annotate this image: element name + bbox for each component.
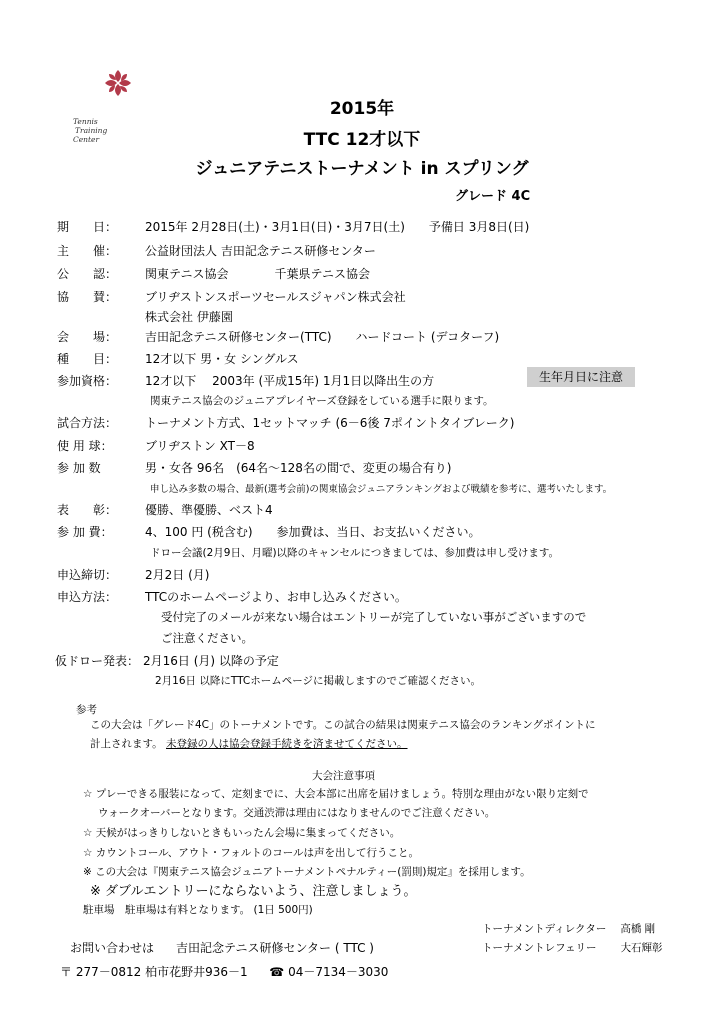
row-deadline: 申込締切： 2月2日 (月) (57, 568, 210, 582)
title-year: 2015年 (329, 99, 395, 119)
contact-line: お問い合わせは 吉田記念テニス研修センター ( TTC ) (70, 941, 374, 955)
draw-note: 2月16日 以降にTTCホームページに掲載しますのでご確認ください。 (155, 675, 482, 687)
row-dates: 期 日： 2015年 2月28日(土)・3月1日(日)・3月7日(土) 予備日 3月8日(日) (57, 220, 530, 234)
row-sponsor: 協 賛： ブリヂストンスポーツセールスジャパン株式会社 (57, 290, 406, 304)
row-entries: 参 加 数 男・女各 96名 (64名～128名の間で、変更の場合有り) (57, 461, 452, 475)
parking-info: 駐車場 駐車場は有料となります。 (1日 500円) (83, 904, 313, 916)
row-authorized: 公 認： 関東テニス協会 千葉県テニス協会 (57, 267, 371, 281)
title-tournament: ジュニアテニストーナメント in スプリング (195, 159, 529, 179)
row-eligibility: 参加資格： 12才以下 2003年 (平成15年) 1月1日以降出生の方 (57, 374, 435, 388)
phone-icon: ☎ (269, 965, 285, 979)
notice-item-1b: ウォークオーバーとなります。交通渋滞は理由にはなりませんのでご注意ください。 (98, 807, 496, 819)
reference-heading: 参考 (76, 704, 97, 716)
title-ttc: TTC 12才以下 (303, 130, 421, 150)
row-fee: 参 加 費： 4、100 円 (税含む) 参加費は、当日、お支払いください。 (57, 525, 481, 539)
reference-line-1: この大会は「グレード4C」のトーナメントです。この試合の結果は関東テニス協会のランキングポイントに (90, 719, 596, 731)
row-format: 試合方法： トーナメント方式、1セットマッチ (6－6後 7ポイントタイブレーク) (57, 416, 515, 430)
logo-wordmark: Tennis Training Center (73, 117, 108, 144)
notice-item-2: ☆ 天候がはっきりしないときもいったん会場に集まってください。 (83, 827, 401, 839)
postal-address: 〒 277－0812 柏市花野井936－1 (60, 965, 248, 979)
double-entry-warning: ※ ダブルエントリーにならないよう、注意しましょう。 (90, 884, 417, 899)
entries-note: 申し込み多数の場合、最新(選考会前)の関東協会ジュニアランキングおよび戦績を参考に、選考いたします。 (150, 484, 613, 495)
apply-note-1: 受付完了のメールが来ない場合はエントリーが完了していない事がございますので (161, 610, 587, 624)
row-ball: 使 用 球： ブリヂストン XT－8 (57, 439, 255, 453)
row-venue: 会 場： 吉田記念テニス研修センター(TTC) ハードコート (デコターフ) (57, 330, 500, 344)
row-awards: 表 彰： 優勝、準優勝、ベスト4 (57, 503, 273, 517)
notice-item-3: ☆ カウントコール、アウト・フォルトのコールは声を出して行うこと。 (83, 847, 420, 859)
apply-note-2: ご注意ください。 (161, 631, 253, 645)
fee-note: ドロー会議(2月9日、月曜)以降のキャンセルにつきましては、参加費は申し受けます。 (150, 547, 560, 559)
phone-number: 04－7134－3030 (288, 965, 389, 979)
reference-line-2: 計上されます。 未登録の人は協会登録手続きを済ませてください。 (90, 738, 408, 750)
row-host: 主 催： 公益財団法人 吉田記念テニス研修センター (57, 244, 376, 258)
tournament-director: トーナメントディレクター 高橋 剛 (482, 923, 656, 935)
notices-heading: 大会注意事項 (312, 770, 375, 782)
registration-warning: 未登録の人は協会登録手続きを済ませてください。 (166, 738, 408, 750)
tournament-referee: トーナメントレフェリー 大石輝彰 (482, 942, 663, 954)
grade-label: グレード 4C (455, 189, 531, 204)
notice-item-4: ※ この大会は『関東テニス協会ジュニアトーナメントペナルティー(罰則)規定』を採用します。 (83, 866, 531, 878)
row-apply: 申込方法： TTCのホームページより、お申し込みください。 (57, 590, 407, 604)
address-line (60, 963, 388, 980)
row-draw: 仮ドロー発表： 2月16日 (月) 以降の予定 (55, 654, 279, 668)
notice-item-1a: ☆ プレーできる服装になって、定刻までに、大会本部に出席を届けましょう。特別な理由がない限り定刻で (83, 788, 589, 800)
row-events: 種 目： 12才以下 男・女 シングルス (57, 352, 299, 366)
eligibility-note: 関東テニス協会のジュニアプレイヤーズ登録をしている選手に限ります。 (150, 395, 494, 407)
birthdate-warning-badge: 生年月日に注意 (527, 367, 635, 387)
